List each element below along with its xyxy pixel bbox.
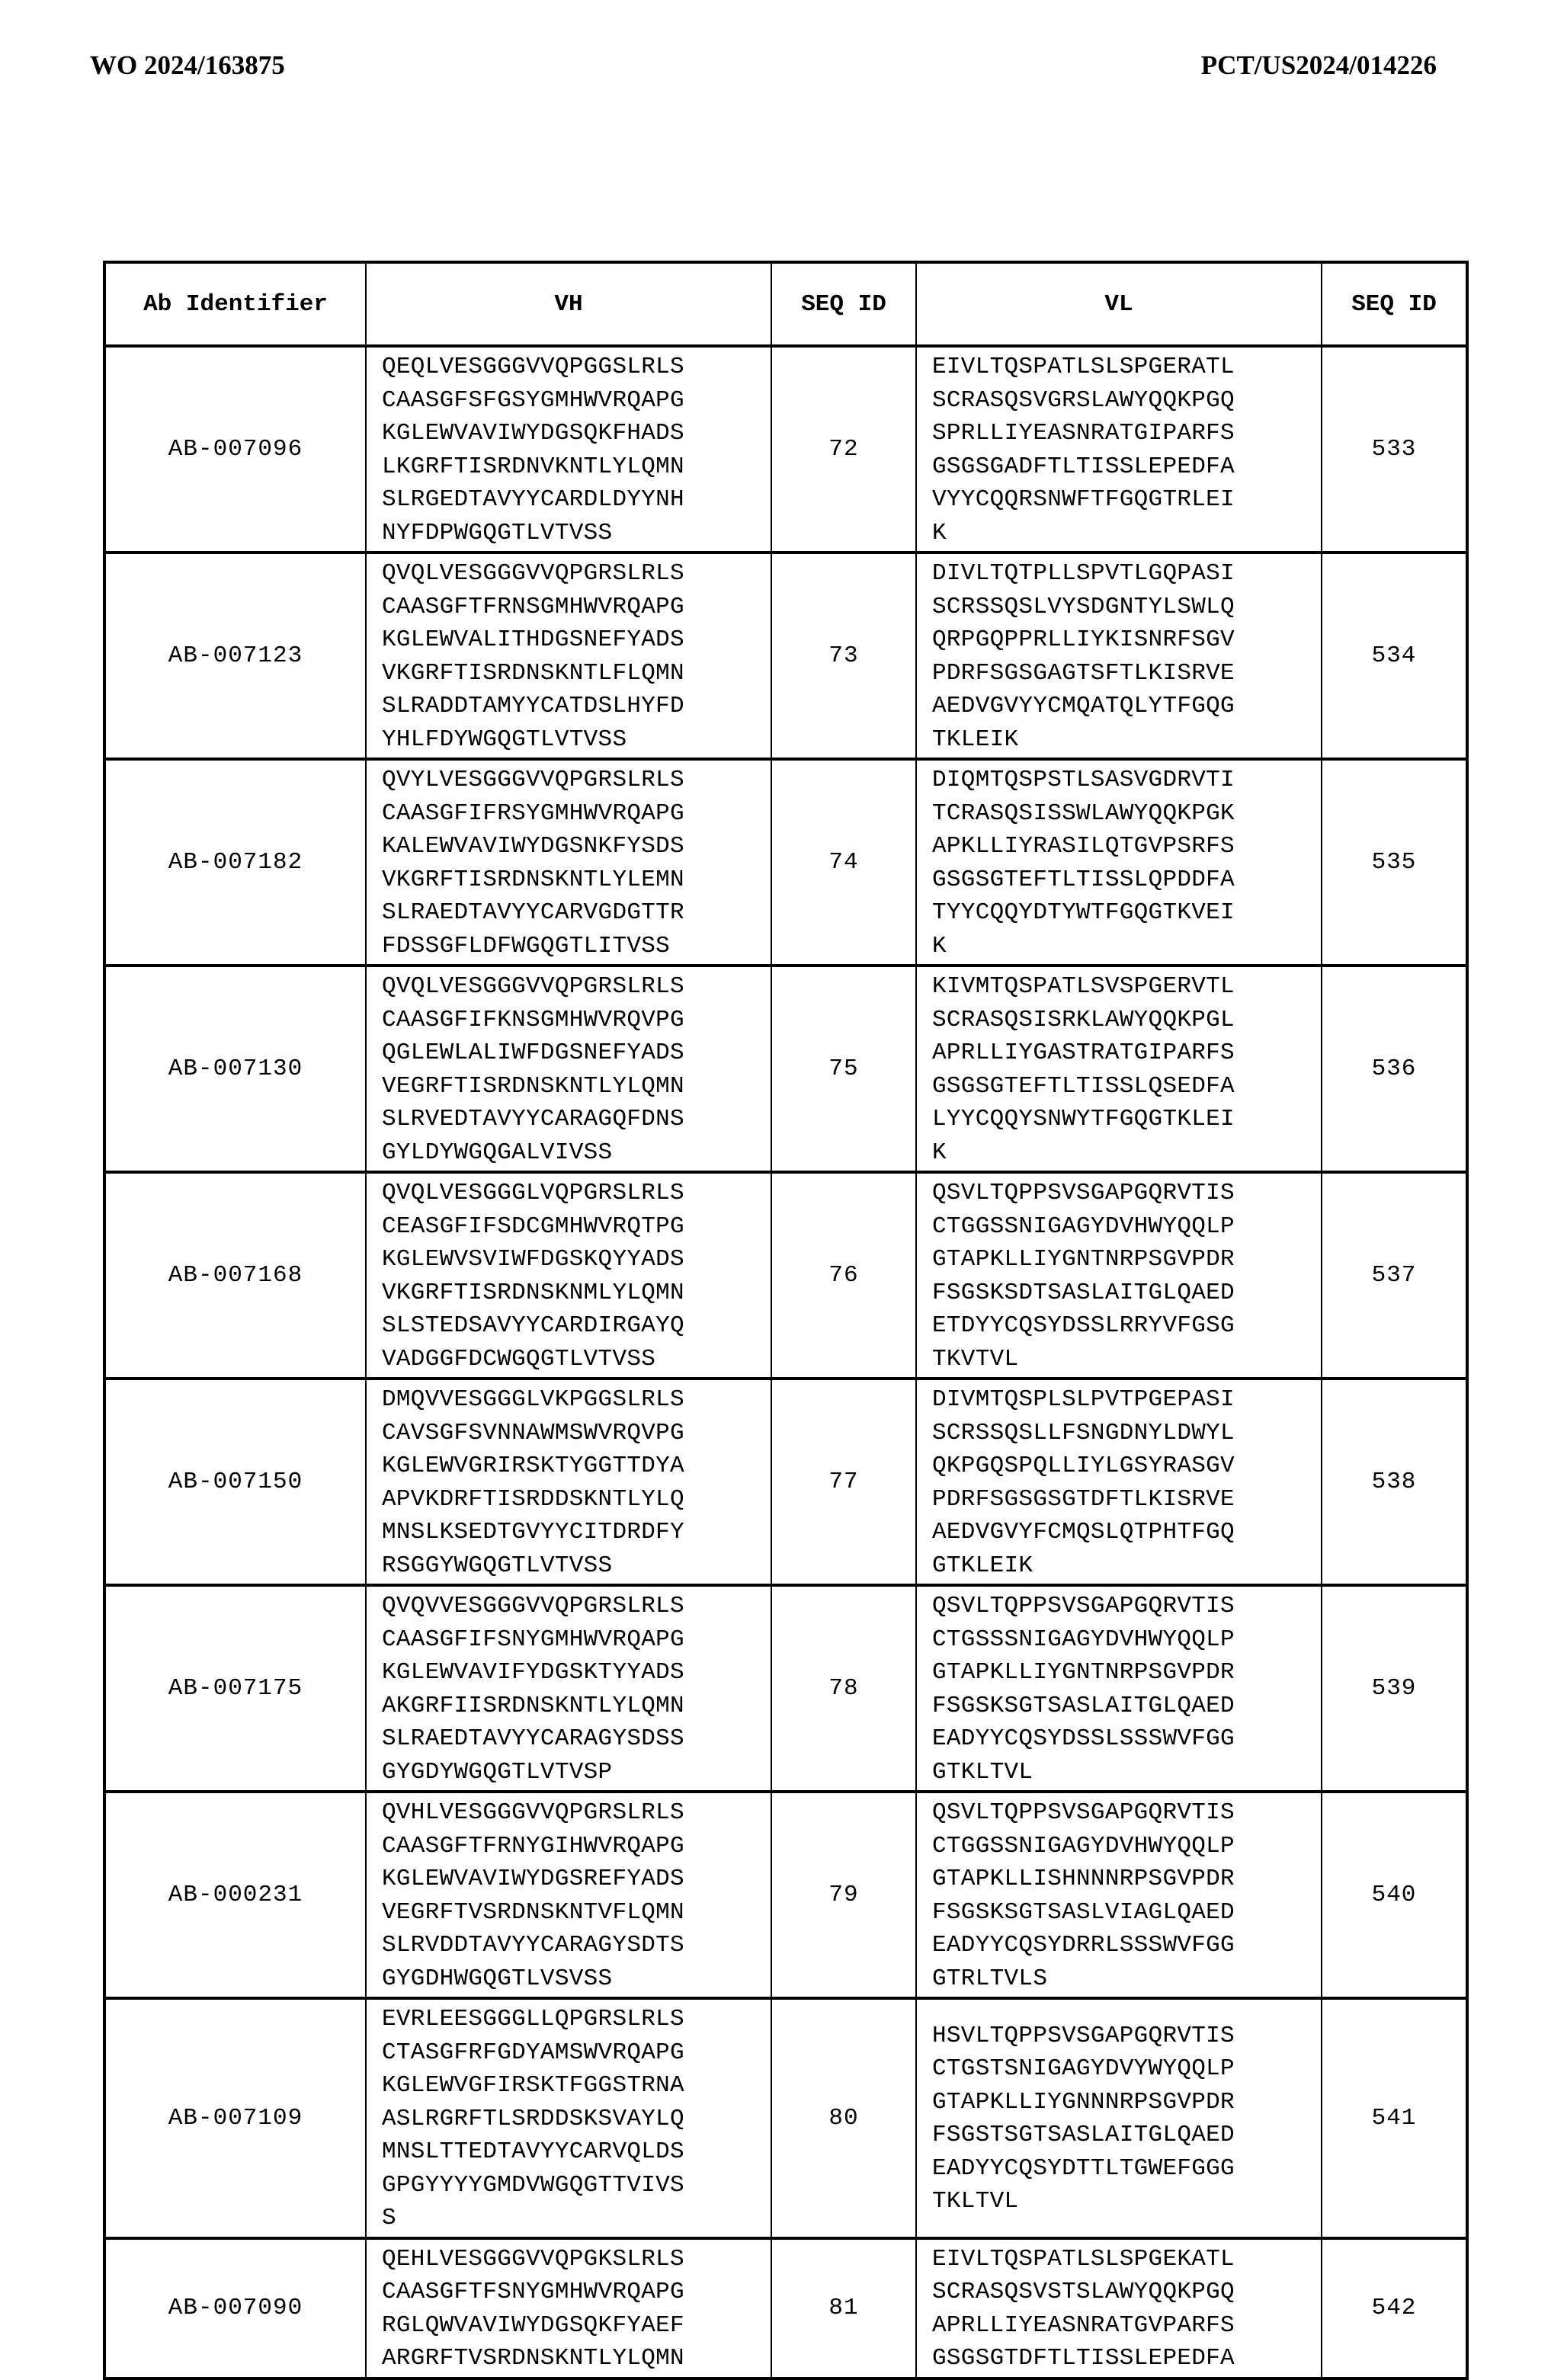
vl-sequence-cell bbox=[916, 553, 1322, 759]
vh-sequence-line: MNSLTTEDTAVYYCARVQLDS bbox=[382, 2138, 684, 2165]
vl-sequence-line: GTAPKLLISHNNNRPSGVPDR bbox=[932, 1866, 1235, 1892]
vh-sequence-line: CEASGFIFSDCGMHWVRQTPG bbox=[382, 1212, 684, 1240]
vh-sequence-line: VKGRFTISRDNSKNTLFLQMN bbox=[382, 659, 684, 687]
vl-sequence-line: KIVMTQSPATLSVSPGERVTL bbox=[932, 973, 1235, 1000]
vh-sequence-line: SLSTEDSAVYYCARDIRGAYQ bbox=[382, 1312, 684, 1339]
vl-sequence-line: SCRASQSVGRSLAWYQQKPGQ bbox=[932, 386, 1235, 414]
table-row bbox=[104, 1792, 1467, 1998]
vl-sequence-line: K bbox=[932, 519, 947, 546]
ab-identifier-cell: AB-007123 bbox=[104, 553, 366, 759]
vl-sequence-line: TKLTVL bbox=[932, 2188, 1019, 2215]
vl-sequence-cell bbox=[916, 759, 1322, 966]
vl-sequence-line: GSGSGADFTLTISSLEPEDFA bbox=[932, 453, 1235, 480]
vl-sequence-line: DIQMTQSPSTLSASVGDRVTI bbox=[932, 767, 1235, 793]
vh-sequence-line: VADGGFDCWGQGTLVTVSS bbox=[382, 1345, 656, 1373]
vh-seq-id-cell: 75 bbox=[771, 966, 916, 1172]
vl-sequence-line: GTRLTVLS bbox=[932, 1965, 1048, 1992]
vh-sequence-cell bbox=[366, 1792, 771, 1998]
vh-sequence-cell bbox=[366, 759, 771, 966]
ab-identifier-cell: AB-007090 bbox=[104, 2238, 366, 2378]
vl-sequence-line: K bbox=[932, 1139, 947, 1166]
vh-sequence-line: KALEWVAVIWYDGSNKFYSDS bbox=[382, 833, 684, 860]
vl-sequence-line: SCRSSQSLVYSDGNTYLSWLQ bbox=[932, 593, 1235, 620]
vh-sequence-line: VEGRFTVSRDNSKNTVFLQMN bbox=[382, 1898, 684, 1926]
vl-sequence-cell bbox=[916, 1792, 1322, 1998]
vl-sequence-line: VYYCQQRSNWFTFGQGTRLEI bbox=[932, 486, 1235, 513]
vh-sequence-line: QEHLVESGGGVVQPGKSLRLS bbox=[382, 2245, 684, 2273]
vl-seq-id-cell: 540 bbox=[1322, 1792, 1467, 1998]
table-row bbox=[104, 1998, 1467, 2238]
vh-sequence-line: KGLEWVAVIFYDGSKTYYADS bbox=[382, 1659, 684, 1686]
vh-sequence-line: KGLEWVGFIRSKTFGGSTRNA bbox=[382, 2072, 684, 2099]
column-header-ab-identifier: Ab Identifier bbox=[104, 262, 366, 346]
vl-sequence-line: DIVLTQTPLLSPVTLGQPASI bbox=[932, 560, 1235, 587]
vl-sequence-line: TKLEIK bbox=[932, 726, 1019, 753]
vl-sequence-line: CTGSSSNIGAGYDVHWYQQLP bbox=[932, 1626, 1235, 1653]
vh-sequence-line: AKGRFIISRDNSKNTLYLQMN bbox=[382, 1692, 684, 1719]
vh-sequence-line: CAASGFIFKNSGMHWVRQVPG bbox=[382, 1006, 684, 1033]
vh-sequence-cell bbox=[366, 1585, 771, 1792]
vh-sequence-cell bbox=[366, 1172, 771, 1379]
vl-sequence-line: GTAPKLLIYGNTNRPSGVPDR bbox=[932, 1659, 1235, 1686]
vh-seq-id-cell: 81 bbox=[771, 2238, 916, 2378]
vh-sequence-line: SLRAEDTAVYYCARAGYSDSS bbox=[382, 1725, 684, 1752]
vh-sequence-line: EVRLEESGGGLLQPGRSLRLS bbox=[382, 2006, 684, 2032]
application-number: PCT/US2024/014226 bbox=[1200, 50, 1437, 80]
vh-sequence-line: LKGRFTISRDNVKNTLYLQMN bbox=[382, 453, 684, 480]
vl-sequence-line: APKLLIYRASILQTGVPSRFS bbox=[932, 833, 1235, 860]
vh-sequence-line: VEGRFTISRDNSKNTLYLQMN bbox=[382, 1072, 684, 1100]
vh-seq-id-cell: 76 bbox=[771, 1172, 916, 1379]
column-header-vh-seq-id: SEQ ID bbox=[771, 262, 916, 346]
vl-seq-id-cell: 539 bbox=[1322, 1585, 1467, 1792]
vl-sequence-line: GTKLTVL bbox=[932, 1758, 1033, 1786]
vh-sequence-line: SLRAEDTAVYYCARVGDGTTR bbox=[382, 899, 684, 926]
table-row bbox=[104, 1172, 1467, 1379]
vl-sequence-line: ETDYYCQSYDSSLRRYVFGSG bbox=[932, 1312, 1235, 1339]
vh-sequence-line: SLRADDTAMYYCATDSLHYFD bbox=[382, 693, 684, 719]
vl-sequence-line: APRLLIYGASTRATGIPARFS bbox=[932, 1039, 1235, 1066]
vl-sequence-line: SPRLLIYEASNRATGIPARFS bbox=[932, 420, 1235, 447]
vl-sequence-cell bbox=[916, 1172, 1322, 1379]
vh-sequence-cell bbox=[366, 1998, 771, 2238]
ab-identifier-cell: AB-007096 bbox=[104, 346, 366, 553]
antibody-sequence-table bbox=[103, 261, 1469, 2380]
table-row bbox=[104, 966, 1467, 1172]
vh-sequence-line: RGLQWVAVIWYDGSQKFYAEF bbox=[382, 2311, 684, 2339]
column-header-vl-seq-id: SEQ ID bbox=[1322, 262, 1467, 346]
vl-sequence-line: TCRASQSISSWLAWYQQKPGK bbox=[932, 799, 1235, 827]
vl-sequence-line: PDRFSGSGSGTDFTLKISRVE bbox=[932, 1485, 1235, 1513]
vh-sequence-line: KGLEWVGRIRSKTYGGTTDYA bbox=[382, 1453, 684, 1479]
vl-sequence-line: APRLLIYEASNRATGVPARFS bbox=[932, 2311, 1235, 2339]
vl-sequence-line: EADYYCQSYDSSLSSSWVFGG bbox=[932, 1725, 1235, 1752]
vh-sequence-line: QEQLVESGGGVVQPGGSLRLS bbox=[382, 354, 684, 380]
vh-sequence-line: CAASGFIFRSYGMHWVRQAPG bbox=[382, 799, 684, 827]
vl-sequence-line: GSGSGTEFTLTISSLQPDDFA bbox=[932, 866, 1235, 893]
vh-seq-id-cell: 80 bbox=[771, 1998, 916, 2238]
table-row bbox=[104, 759, 1467, 966]
vl-sequence-cell bbox=[916, 346, 1322, 553]
vl-sequence-line: K bbox=[932, 932, 947, 959]
vh-sequence-line: DMQVVESGGGLVKPGGSLRLS bbox=[382, 1386, 684, 1413]
vh-sequence-line: KGLEWVAVIWYDGSQKFHADS bbox=[382, 420, 684, 447]
vh-sequence-line: GYGDHWGQGTLVSVSS bbox=[382, 1965, 613, 1992]
vl-seq-id-cell: 533 bbox=[1322, 346, 1467, 553]
ab-identifier-cell: AB-007175 bbox=[104, 1585, 366, 1792]
publication-number: WO 2024/163875 bbox=[90, 50, 285, 80]
vl-sequence-line: GSGSGTDFTLTISSLEPEDFA bbox=[932, 2345, 1235, 2372]
table-row bbox=[104, 553, 1467, 759]
vh-sequence-line: RSGGYWGQGTLVTVSS bbox=[382, 1552, 613, 1579]
vh-sequence-line: CAVSGFSVNNAWMSWVRQVPG bbox=[382, 1419, 684, 1446]
vl-sequence-line: LYYCQQYSNWYTFGQGTKLEI bbox=[932, 1106, 1235, 1132]
vh-sequence-line: CAASGFTFRNSGMHWVRQAPG bbox=[382, 593, 684, 620]
vh-sequence-cell bbox=[366, 553, 771, 759]
vl-sequence-line: QRPGQPPRLLIYKISNRFSGV bbox=[932, 626, 1235, 653]
column-header-vh: VH bbox=[366, 262, 771, 346]
vl-sequence-line: SCRASQSVSTSLAWYQQKPGQ bbox=[932, 2279, 1235, 2305]
vh-sequence-line: GPGYYYYGMDVWGQGTTVIVS bbox=[382, 2171, 684, 2199]
vh-seq-id-cell: 77 bbox=[771, 1379, 916, 1585]
vh-sequence-line: QVYLVESGGGVVQPGRSLRLS bbox=[382, 767, 684, 793]
vh-seq-id-cell: 72 bbox=[771, 346, 916, 553]
vl-sequence-line: CTGGSSNIGAGYDVHWYQQLP bbox=[932, 1212, 1235, 1240]
vh-sequence-line: VKGRFTISRDNSKNMLYLQMN bbox=[382, 1279, 684, 1306]
vl-sequence-cell bbox=[916, 1379, 1322, 1585]
vh-seq-id-cell: 78 bbox=[771, 1585, 916, 1792]
vh-sequence-line: CTASGFRFGDYAMSWVRQAPG bbox=[382, 2039, 684, 2066]
vl-sequence-line: AEDVGVYFCMQSLQTPHTFGQ bbox=[932, 1519, 1235, 1546]
vh-sequence-line: YHLFDYWGQGTLVTVSS bbox=[382, 726, 627, 753]
vh-sequence-line: NYFDPWGQGTLVTVSS bbox=[382, 519, 613, 546]
vh-sequence-line: QGLEWLALIWFDGSNEFYADS bbox=[382, 1039, 684, 1066]
vl-sequence-cell bbox=[916, 2238, 1322, 2378]
vh-sequence-cell bbox=[366, 2238, 771, 2378]
vl-sequence-line: FSGSKSGTSASLAITGLQAED bbox=[932, 1692, 1235, 1719]
table-row bbox=[104, 2238, 1467, 2378]
column-header-vl: VL bbox=[916, 262, 1322, 346]
vl-seq-id-cell: 536 bbox=[1322, 966, 1467, 1172]
vh-sequence-line: CAASGFTFSNYGMHWVRQAPG bbox=[382, 2279, 684, 2305]
vh-sequence-cell bbox=[366, 966, 771, 1172]
vl-sequence-line: CTGSTSNIGAGYDVYWYQQLP bbox=[932, 2055, 1235, 2083]
ab-identifier-cell: AB-007130 bbox=[104, 966, 366, 1172]
vl-sequence-line: HSVLTQPPSVSGAPGQRVTIS bbox=[932, 2022, 1235, 2049]
vl-seq-id-cell: 535 bbox=[1322, 759, 1467, 966]
vh-sequence-line: ASLRGRFTLSRDDSKSVAYLQ bbox=[382, 2105, 684, 2132]
vl-seq-id-cell: 542 bbox=[1322, 2238, 1467, 2378]
vh-sequence-line: QVQLVESGGGVVQPGRSLRLS bbox=[382, 973, 684, 1000]
vl-sequence-line: CTGGSSNIGAGYDVHWYQQLP bbox=[932, 1832, 1235, 1859]
ab-identifier-cell: AB-007109 bbox=[104, 1998, 366, 2238]
vl-sequence-line: QKPGQSPQLLIYLGSYRASGV bbox=[932, 1453, 1235, 1479]
vl-sequence-line: GSGSGTEFTLTISSLQSEDFA bbox=[932, 1072, 1235, 1100]
vl-sequence-line: EADYYCQSYDTTLTGWEFGGG bbox=[932, 2154, 1235, 2182]
vh-sequence-line: GYGDYWGQGTLVTVSP bbox=[382, 1758, 613, 1786]
table-row bbox=[104, 346, 1467, 553]
vl-sequence-line: TKVTVL bbox=[932, 1345, 1019, 1373]
vl-sequence-cell bbox=[916, 966, 1322, 1172]
vh-sequence-line: KGLEWVALITHDGSNEFYADS bbox=[382, 626, 684, 653]
ab-identifier-cell: AB-007150 bbox=[104, 1379, 366, 1585]
page-header bbox=[0, 50, 1551, 88]
vh-sequence-line: CAASGFTFRNYGIHWVRQAPG bbox=[382, 1832, 684, 1859]
vh-sequence-line: CAASGFIFSNYGMHWVRQAPG bbox=[382, 1626, 684, 1653]
vl-sequence-line: DIVMTQSPLSLPVTPGEPASI bbox=[932, 1386, 1235, 1413]
vh-sequence-line: S bbox=[382, 2205, 396, 2231]
ab-identifier-cell: AB-000231 bbox=[104, 1792, 366, 1998]
vh-sequence-line: CAASGFSFGSYGMHWVRQAPG bbox=[382, 386, 684, 414]
vh-sequence-cell bbox=[366, 346, 771, 553]
vh-seq-id-cell: 73 bbox=[771, 553, 916, 759]
vl-seq-id-cell: 541 bbox=[1322, 1998, 1467, 2238]
vl-sequence-line: EIVLTQSPATLSLSPGERATL bbox=[932, 354, 1235, 380]
vh-sequence-line: QVQVVESGGGVVQPGRSLRLS bbox=[382, 1593, 684, 1619]
vl-seq-id-cell: 538 bbox=[1322, 1379, 1467, 1585]
vl-sequence-line: AEDVGVYYCMQATQLYTFGQG bbox=[932, 693, 1235, 719]
vh-seq-id-cell: 74 bbox=[771, 759, 916, 966]
table-row bbox=[104, 1585, 1467, 1792]
vl-sequence-line: TYYCQQYDTYWTFGQGTKVEI bbox=[932, 899, 1235, 926]
vh-sequence-line: GYLDYWGQGALVIVSS bbox=[382, 1139, 613, 1166]
vh-sequence-line: MNSLKSEDTGVYYCITDRDFY bbox=[382, 1519, 684, 1546]
vh-sequence-line: APVKDRFTISRDDSKNTLYLQ bbox=[382, 1485, 684, 1513]
ab-identifier-cell: AB-007168 bbox=[104, 1172, 366, 1379]
vl-sequence-line: EIVLTQSPATLSLSPGEKATL bbox=[932, 2245, 1235, 2273]
table-body bbox=[104, 346, 1467, 2378]
vh-sequence-line: QVQLVESGGGVVQPGRSLRLS bbox=[382, 560, 684, 587]
vl-sequence-cell bbox=[916, 1585, 1322, 1792]
vl-sequence-cell bbox=[916, 1998, 1322, 2238]
vl-sequence-line: GTKLEIK bbox=[932, 1552, 1033, 1579]
ab-identifier-cell: AB-007182 bbox=[104, 759, 366, 966]
table-header-row bbox=[104, 262, 1467, 346]
vl-sequence-line: FSGSKSDTSASLAITGLQAED bbox=[932, 1279, 1235, 1306]
vl-sequence-line: QSVLTQPPSVSGAPGQRVTIS bbox=[932, 1180, 1235, 1206]
vl-seq-id-cell: 534 bbox=[1322, 553, 1467, 759]
vl-sequence-line: QSVLTQPPSVSGAPGQRVTIS bbox=[932, 1593, 1235, 1619]
vh-sequence-line: SLRVDDTAVYYCARAGYSDTS bbox=[382, 1932, 684, 1959]
vh-sequence-line: SLRVEDTAVYYCARAGQFDNS bbox=[382, 1106, 684, 1132]
vl-sequence-line: QSVLTQPPSVSGAPGQRVTIS bbox=[932, 1799, 1235, 1826]
vh-sequence-line: FDSSGFLDFWGQGTLITVSS bbox=[382, 932, 671, 959]
vl-sequence-line: PDRFSGSGAGTSFTLKISRVE bbox=[932, 659, 1235, 687]
vh-seq-id-cell: 79 bbox=[771, 1792, 916, 1998]
vh-sequence-line: QVQLVESGGGLVQPGRSLRLS bbox=[382, 1180, 684, 1206]
vh-sequence-line: QVHLVESGGGVVQPGRSLRLS bbox=[382, 1799, 684, 1826]
vl-sequence-line: SCRASQSISRKLAWYQQKPGL bbox=[932, 1006, 1235, 1033]
vh-sequence-line: KGLEWVSVIWFDGSKQYYADS bbox=[382, 1246, 684, 1273]
vh-sequence-cell bbox=[366, 1379, 771, 1585]
vh-sequence-line: KGLEWVAVIWYDGSREFYADS bbox=[382, 1866, 684, 1892]
vl-sequence-line: GTAPKLLIYGNNNRPSGVPDR bbox=[932, 2088, 1235, 2116]
vl-sequence-line: FSGSKSGTSASLVIAGLQAED bbox=[932, 1898, 1235, 1926]
vh-sequence-line: VKGRFTISRDNSKNTLYLEMN bbox=[382, 866, 684, 893]
vl-sequence-line: SCRSSQSLLFSNGDNYLDWYL bbox=[932, 1419, 1235, 1446]
vh-sequence-line: ARGRFTVSRDNSKNTLYLQMN bbox=[382, 2345, 684, 2372]
vl-seq-id-cell: 537 bbox=[1322, 1172, 1467, 1379]
vh-sequence-line: SLRGEDTAVYYCARDLDYYNH bbox=[382, 486, 684, 513]
vl-sequence-line: GTAPKLLIYGNTNRPSGVPDR bbox=[932, 1246, 1235, 1273]
vl-sequence-line: EADYYCQSYDRRLSSSWVFGG bbox=[932, 1932, 1235, 1959]
vl-sequence-line: FSGSTSGTSASLAITGLQAED bbox=[932, 2122, 1235, 2149]
table-row bbox=[104, 1379, 1467, 1585]
